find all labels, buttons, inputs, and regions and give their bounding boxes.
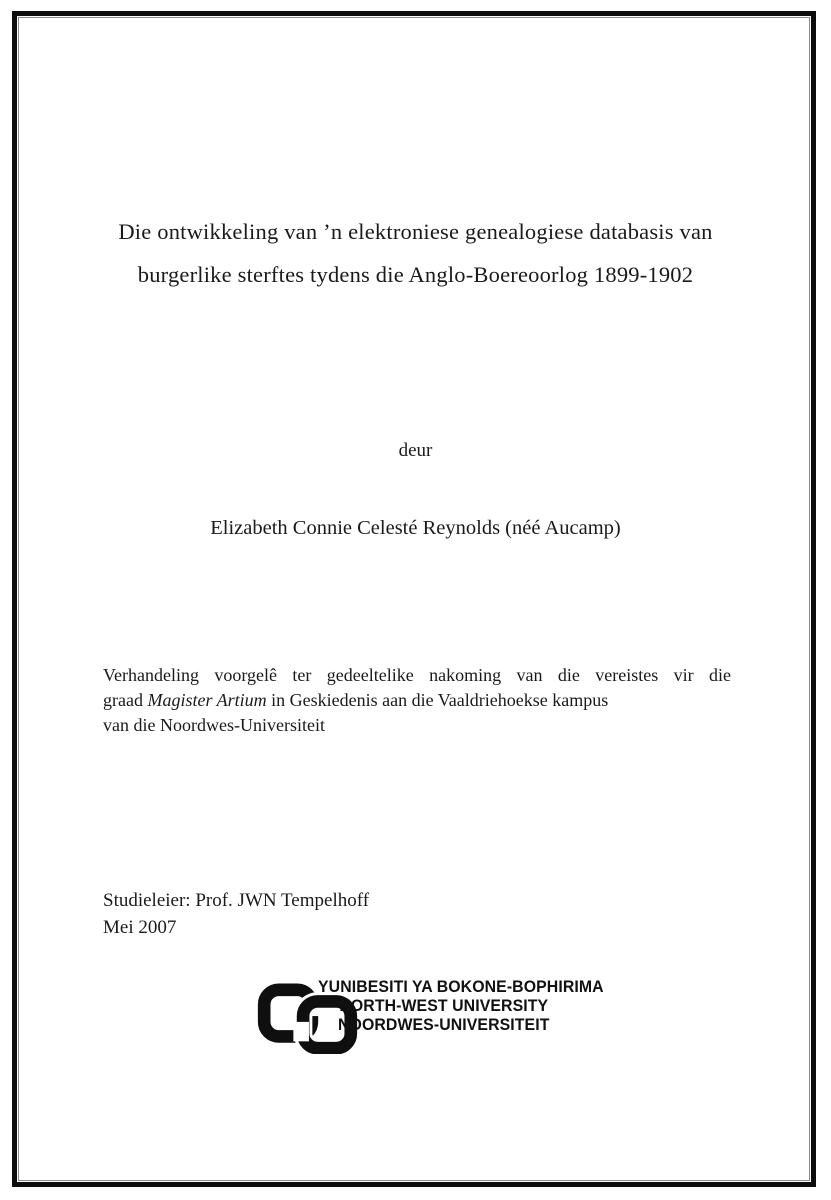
degree-statement-line-2-suffix: in Geskiedenis aan die Vaaldriehoekse kampus [271,690,609,710]
nwu-logo-text-setswana: YUNIBESITI YA BOKONE-BOPHIRIMA [318,978,604,996]
byline-deur: deur [398,440,433,461]
supervisor-block [103,888,369,941]
nwu-logo-text [318,978,604,1035]
degree-statement-line-1: Verhandeling voorgelê ter gedeeltelike nakoming van die vereistes vir die [103,665,731,685]
degree-statement-line-2-prefix: graad [103,690,143,710]
nwu-logo [256,976,604,1054]
thesis-title-line-2: burgerlike sterftes tydens die Anglo-Boereoorlog 1899-1902 [137,262,694,287]
author-name: Elizabeth Connie Celesté Reynolds (néé Aucamp) [210,517,621,539]
degree-name-italic: Magister Artium [147,690,267,710]
thesis-title [60,210,771,296]
degree-statement [103,663,731,738]
degree-statement-line-2 [103,688,731,713]
date-line: Mei 2007 [103,916,177,938]
nwu-logo-text-english: NORTH-WEST UNIVERSITY [339,997,549,1015]
degree-statement-line-3: van die Noordwes-Universiteit [103,715,325,735]
supervisor-line: Studieleier: Prof. JWN Tempelhoff [103,890,370,911]
nwu-logo-text-afrikaans: NOORDWES-UNIVERSITEIT [338,1016,550,1034]
thesis-title-line-1: Die ontwikkeling van ’n elektroniese genealogiese databasis van [118,219,713,244]
